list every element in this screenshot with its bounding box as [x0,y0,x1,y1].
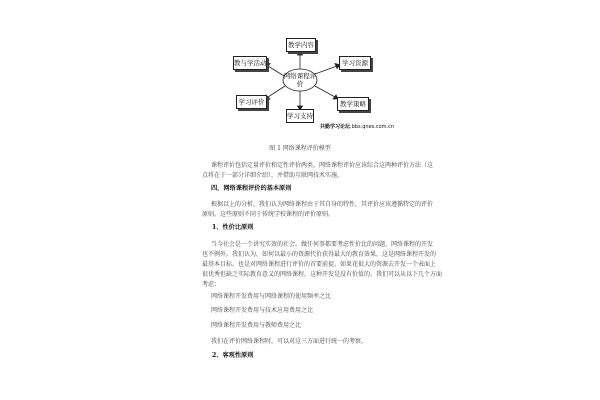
paragraph-2-line-2: 原则。这些原则不同于传统学校课程的评价原则。 [202,211,335,218]
principle-2-heading: 2、客观性原则 [212,352,254,359]
course-evaluation-diagram [0,0,600,140]
principle-1-heading: 1、性价比原则 [212,224,254,231]
paragraph-3-line-4: 很优秀但缺乏实际教育意义的网络课程，这种开发是没有价值的。我们可以从以下几个方面 [202,271,443,278]
node-learning-support: 学习支持 [286,109,314,123]
watermark-url: :bbs.qnes.com.cn [350,124,395,130]
node-learning-evaluation: 学习评价 [236,95,267,109]
node-teaching-activities: 教与学活动 [233,56,267,70]
paragraph-4-line-1: 我们在评价网络课程时，可以对这三方面进行统一的考察。 [211,338,368,345]
ratio-item-1: 网络课程开发费用与网络课程的使用频率之比 [211,293,332,300]
center-node-label: 网络课程评价 [283,72,317,88]
figure-caption: 图 1 网络课程评价模型 [269,145,331,152]
ratio-item-3: 网络课程开发费用与教师费用之比 [211,322,302,329]
paragraph-2-line-1: 根据以上的分析，我们认为网络课程由于其自身的特性，其评价应该遵循特定的评价 [211,201,434,208]
diagram-watermark [320,123,394,130]
paragraph-1-line-1: 课程评价包括定量评价和定性评价两类。网络课程评价应该综合这两种评价方法（这 [211,162,434,169]
node-teaching-strategy: 教学策略 [337,97,369,111]
ratio-item-2: 网络课程开发费用与技术应用费用之比 [211,307,314,314]
node-teaching-content: 教学内容 [286,38,316,52]
section-4-heading: 四、网络课程评价的基本原则 [211,185,292,192]
paragraph-3-line-5: 考虑： [202,281,221,288]
paragraph-1-line-2: 点将在于一部分详细介绍），并借助互联网技术实施。 [202,172,344,179]
paragraph-3-line-1: 当今社会是一个讲究实效的社会。做任何事都要考虑性价比的问题，网络课程的开发 [211,241,434,248]
paragraph-3-line-3: 最基本目标。也是对网络课程进行评价的首要前提。如果花很大的资源去开发一个表面上 [202,261,437,268]
watermark-site-name: 共勤学习论坛 [320,124,351,130]
paragraph-3-line-2: 也不例外。我们认为，如何以最小的资源代价获得最大的教育效果，这是网络课程开发的 [202,251,437,258]
node-learning-resources: 学习资源 [339,56,371,70]
